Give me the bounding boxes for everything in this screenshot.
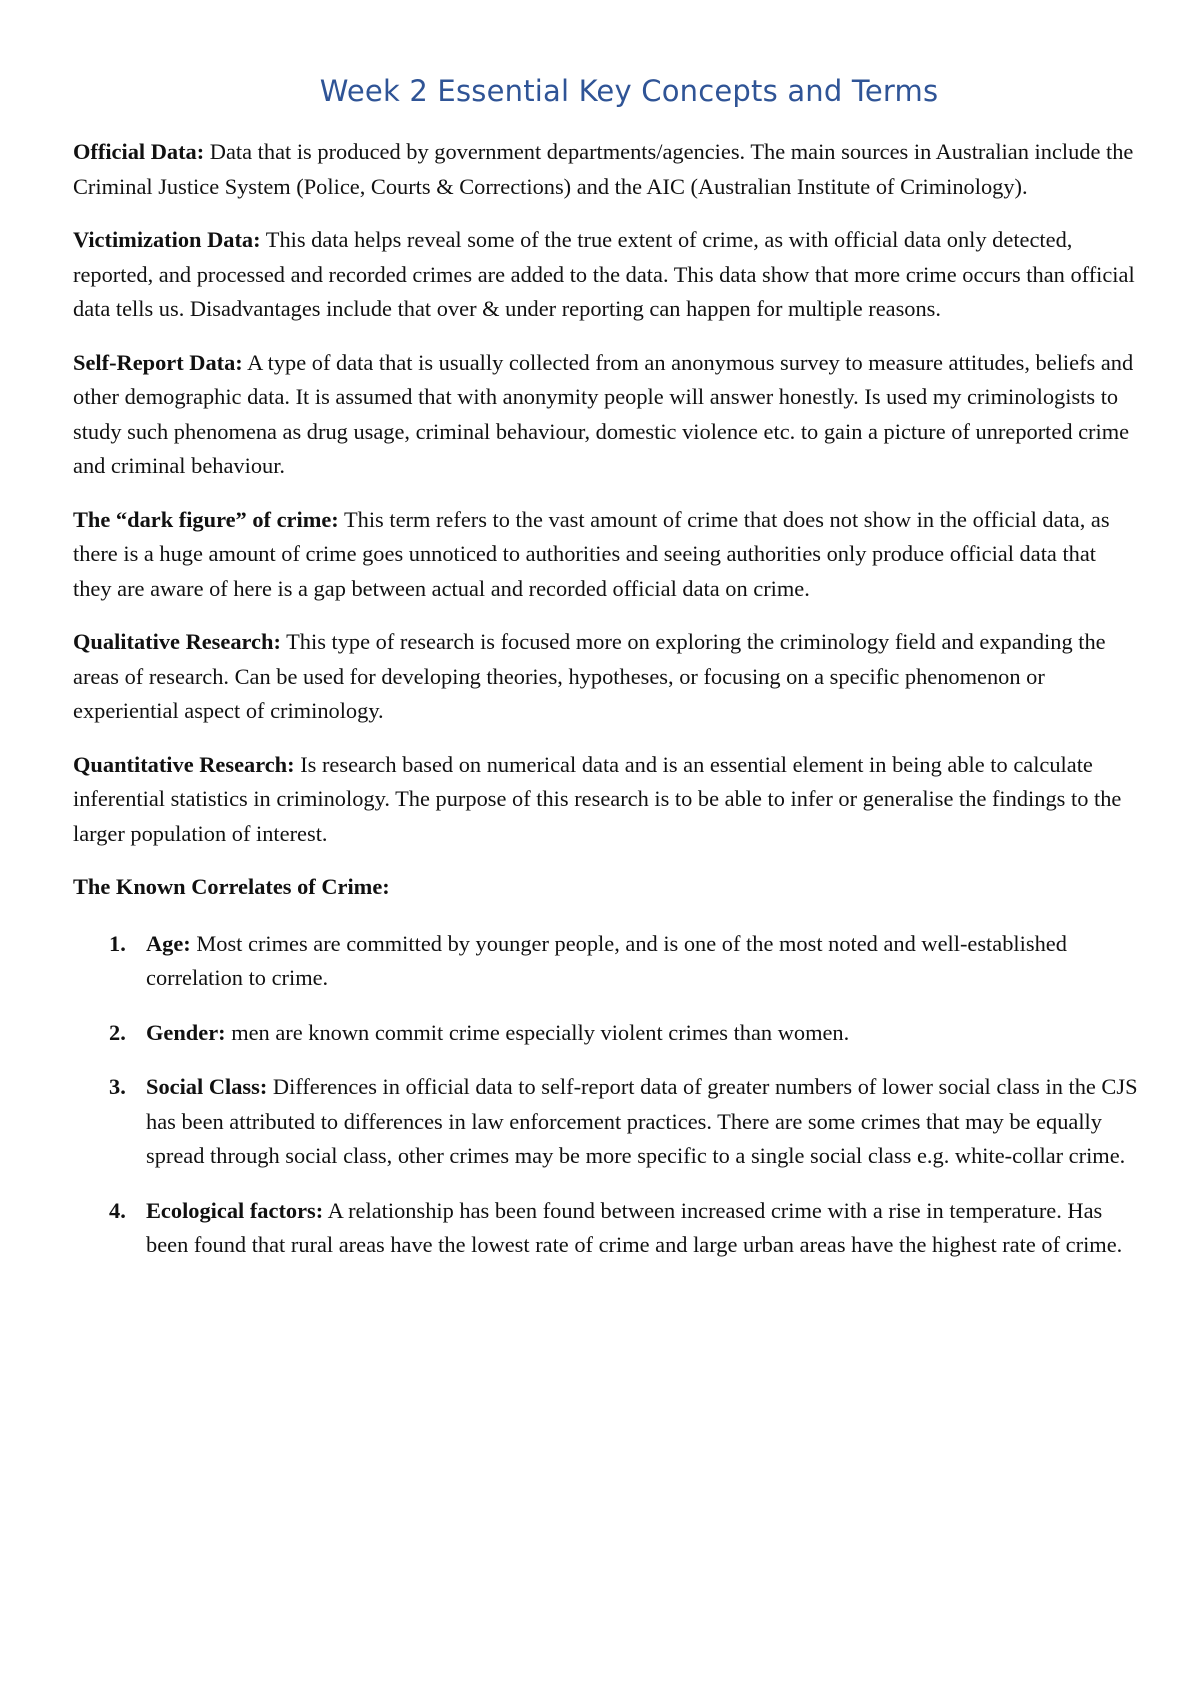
list-item-text: Differences in official data to self-report data of greater numbers of lower social class in the CJS has been attributed to differences in law enforcement practices. There are some crimes that may be equally spread through social class, other crimes may be more specific to a single social class e.g. white-collar crime. (146, 1074, 1138, 1168)
term-definition: This type of research is focused more on exploring the criminology field and expanding the areas of research. Can be used for developing theories, hypotheses, or focusing on a specific phenomenon or experiential aspect of criminology. (73, 629, 1106, 723)
term-label: The “dark figure” of crime: (73, 506, 339, 532)
correlates-list (73, 927, 1140, 1263)
list-item-number: 1. (109, 930, 126, 956)
list-item-text: men are known commit crime especially violent crimes than women. (225, 1019, 850, 1045)
list-item-label: Age: (146, 930, 191, 956)
term-victimization-data (73, 223, 1140, 327)
term-definition: This term refers to the vast amount of crime that does not show in the official data, as there is a huge amount of crime goes unnoticed to authorities and seeing authorities only produce official data that they are aware of here is a gap between actual and recorded official data on crime. (73, 506, 1110, 601)
term-label: Official Data: (73, 139, 205, 164)
term-definition: This data helps reveal some of the true extent of crime, as with official data only detected, reported, and processed and recorded crimes are added to the data. This data show that more crime occurs than official data tells us. Disadvantages include that over & under reporting can happen for multiple reasons. (73, 227, 1135, 321)
list-item-number: 3. (109, 1074, 126, 1099)
term-definition: Data that is produced by government departments/agencies. The main sources in Australian include the Criminal Justice System (Police, Courts & Corrections) and the AIC (Australian Institute of Criminology). (73, 139, 1134, 199)
term-qualitative-research (73, 625, 1140, 729)
list-item-social-class (73, 1070, 1140, 1174)
list-item-ecological-factors (73, 1194, 1140, 1263)
list-item-age (73, 927, 1140, 996)
term-label: Victimization Data: (73, 227, 261, 252)
list-item-label: Ecological factors: (146, 1197, 324, 1223)
term-label: Qualitative Research: (73, 629, 281, 654)
list-item-label: Social Class: (146, 1074, 268, 1099)
list-item-gender (73, 1016, 1140, 1051)
list-item-number: 2. (109, 1019, 126, 1045)
list-item-text: A relationship has been found between increased crime with a rise in temperature. Has been found that rural areas have the lowest rate of crime and large urban areas have the highest rate of crime. (146, 1197, 1123, 1257)
term-self-report-data (73, 346, 1140, 484)
list-item-text: Most crimes are committed by younger people, and is one of the most noted and well-established correlation to crime. (146, 930, 1067, 990)
term-official-data (73, 135, 1140, 204)
document-title: Week 2 Essential Key Concepts and Terms (319, 74, 939, 108)
term-label: Quantitative Research: (73, 751, 295, 777)
list-item-number: 4. (109, 1197, 126, 1223)
term-label: Self-Report Data: (73, 349, 243, 375)
term-definition: A type of data that is usually collected from an anonymous survey to measure attitudes, beliefs and other demographic data. It is assumed that with anonymity people will answer honestly. Is used my criminologists to study such phenomena as drug usage, criminal behaviour, domestic violence etc. to gain a picture of unreported crime and criminal behaviour. (73, 349, 1134, 478)
term-quantitative-research (73, 748, 1140, 852)
term-dark-figure (73, 503, 1140, 607)
list-item-label: Gender: (146, 1019, 226, 1045)
correlates-heading: The Known Correlates of Crime: (73, 874, 390, 899)
term-definition: Is research based on numerical data and is an essential element in being able to calculate inferential statistics in criminology. The purpose of this research is to be able to infer or generalise the findings to the larger population of interest. (73, 751, 1122, 846)
